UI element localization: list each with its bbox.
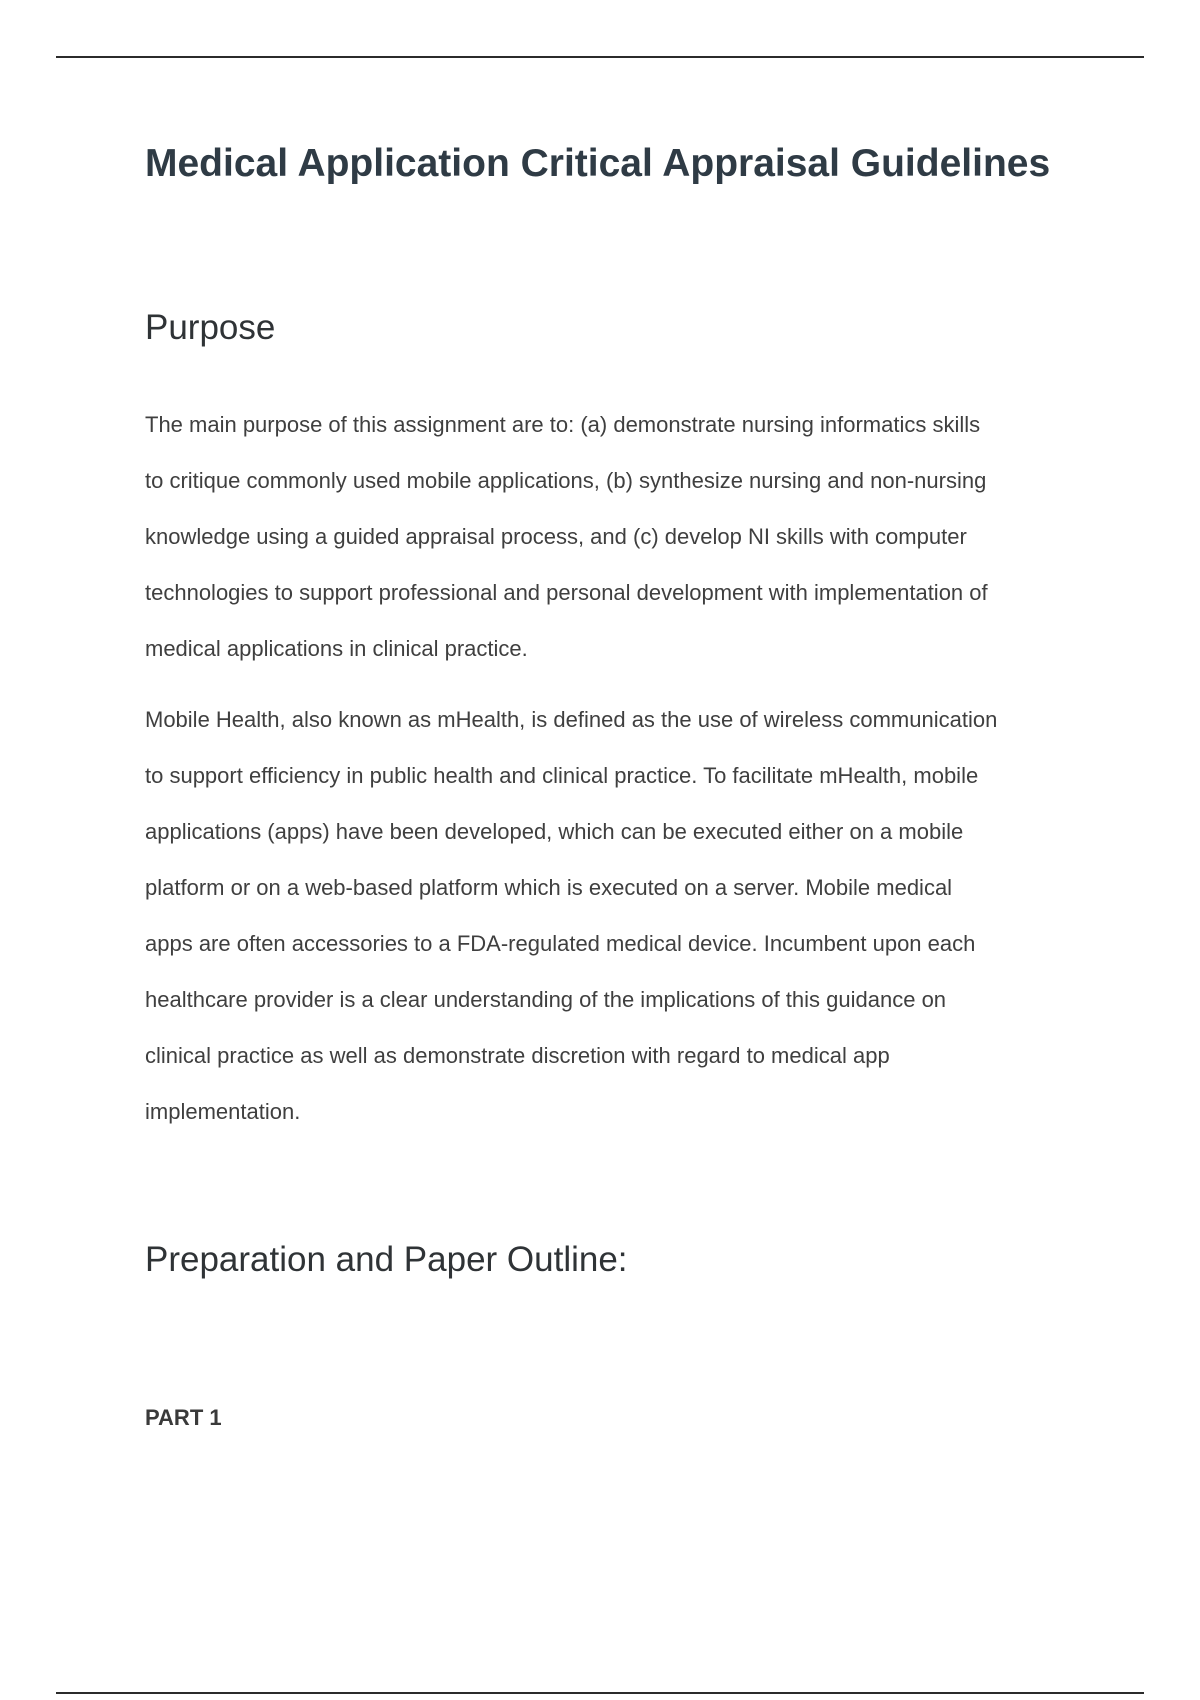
paragraph-line: implementation. xyxy=(145,1099,301,1124)
paragraph-line: to critique commonly used mobile applications, (b) synthesize nursing and non-nursing xyxy=(145,468,987,493)
part-1-label: PART 1 xyxy=(145,1405,222,1430)
paragraph-line: The main purpose of this assignment are to: (a) demonstrate nursing informatics skills xyxy=(145,412,981,437)
paragraph-line: knowledge using a guided appraisal process, and (c) develop NI skills with computer xyxy=(145,524,967,549)
purpose-heading: Purpose xyxy=(145,308,276,347)
purpose-paragraph-2 xyxy=(145,692,1095,1140)
document-title: Medical Application Critical Appraisal Guidelines xyxy=(145,142,1051,185)
paragraph-line: technologies to support professional and personal development with implementation of xyxy=(145,580,988,605)
top-divider xyxy=(56,56,1144,58)
bottom-divider xyxy=(56,1692,1144,1694)
paragraph-line: Mobile Health, also known as mHealth, is defined as the use of wireless communication xyxy=(145,707,998,732)
paragraph-line: clinical practice as well as demonstrate discretion with regard to medical app xyxy=(145,1043,890,1068)
paragraph-line: medical applications in clinical practice. xyxy=(145,636,528,661)
paragraph-line: healthcare provider is a clear understanding of the implications of this guidance on xyxy=(145,987,947,1012)
paragraph-line: applications (apps) have been developed, which can be executed either on a mobile xyxy=(145,819,964,844)
preparation-heading: Preparation and Paper Outline: xyxy=(145,1240,628,1279)
purpose-paragraph-1 xyxy=(145,397,1095,677)
paragraph-line: apps are often accessories to a FDA-regulated medical device. Incumbent upon each xyxy=(145,931,976,956)
paragraph-line: platform or on a web-based platform which is executed on a server. Mobile medical xyxy=(145,875,953,900)
paragraph-line: to support efficiency in public health and clinical practice. To facilitate mHealth, mobile xyxy=(145,763,979,788)
